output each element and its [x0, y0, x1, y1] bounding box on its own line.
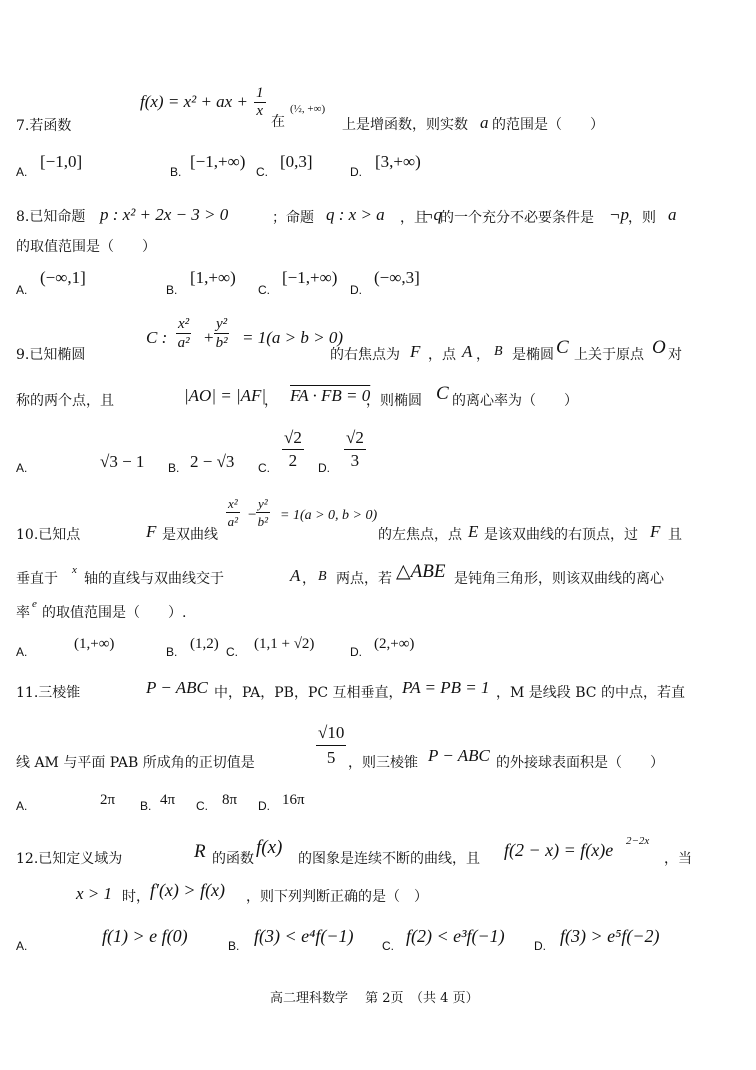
q8-line2: 的取值范围是（ ）	[16, 239, 156, 255]
q8-prop-p: p : x² + 2x − 3 > 0	[100, 205, 229, 224]
q9-option-b-label: B.	[168, 461, 180, 475]
q8-prefix: 8.已知命题	[16, 209, 86, 225]
q8-option-c: [−1,+∞)	[282, 268, 338, 287]
q10-mid2: 的左焦点，点	[378, 527, 462, 543]
q7-option-c: [0,3]	[280, 152, 313, 171]
q7-option-c-label: C.	[256, 165, 268, 179]
q7-prefix: 7.若函数	[16, 118, 72, 134]
q10-prefix: 10.已知点	[16, 527, 81, 543]
q11-line2a: 线 AM 与平面 PAB 所成角的正切值是	[16, 755, 255, 771]
q9-option-c: $\frac{√2}{2}$	[284, 428, 302, 470]
q9-cond1: |AO| = |AF|	[184, 386, 267, 405]
q12-option-d: f(3) > e⁵f(−2)	[560, 926, 660, 946]
q9-C: C	[556, 337, 569, 358]
q11-fraction: $\frac{√10}{5}$	[318, 723, 345, 767]
q12-option-d-label: D.	[534, 939, 546, 953]
q10-option-d-label: D.	[350, 645, 362, 659]
q11-pabc: P − ABC	[146, 678, 208, 697]
q11-option-a: 2π	[100, 792, 116, 808]
q7-option-b: [−1,+∞)	[190, 152, 246, 171]
q7-suffix-a: 上是增函数，则实数	[342, 117, 468, 133]
q8-mid1: ；命题	[272, 210, 314, 226]
q12-mid1: 的函数	[212, 851, 254, 867]
q12-line2a: 时，	[122, 889, 150, 905]
q11-option-c-label: C.	[196, 799, 208, 813]
q11-option-d-label: D.	[258, 799, 270, 813]
q8-mid3: 的一个充分不必要条件是	[440, 210, 594, 226]
q7-at: 在	[271, 114, 285, 130]
q9-C2: C	[436, 383, 449, 404]
q11-prefix: 11.三棱锥	[16, 685, 81, 701]
q10-line3a: 率	[16, 605, 30, 621]
q11-mid2: ，M 是线段 BC 的中点，若直	[496, 685, 685, 701]
q9-option-c-label: C.	[258, 461, 270, 475]
q8-option-b-label: B.	[166, 283, 178, 297]
q8-option-d: (−∞,3]	[374, 268, 420, 287]
q12-option-c: f(2) < e³f(−1)	[406, 926, 505, 946]
q10-mid1: 是双曲线	[162, 527, 218, 543]
page-footer: 高二理科数学 第 2页 （共 4 页）	[270, 991, 479, 1006]
q10-rhs: = 1(a > 0, b > 0)	[280, 508, 378, 523]
q9-rhs: = 1(a > b > 0)	[242, 328, 343, 347]
q9-line2d: 的离心率为（ ）	[452, 393, 578, 409]
q11-option-b: 4π	[160, 792, 176, 808]
q8-mid2: ，且	[400, 210, 428, 226]
q10-line2c: 两点，若	[336, 571, 392, 587]
q8-option-a-label: A.	[16, 283, 28, 297]
q8-option-d-label: D.	[350, 283, 362, 297]
q12-option-b: f(3) < e⁴f(−1)	[254, 926, 354, 946]
q9-comma: ，	[476, 347, 490, 363]
q9-cond2: FA · FB = 0	[290, 386, 371, 405]
q10-option-b: (1,2)	[190, 636, 219, 652]
q10-F2: F	[650, 522, 661, 541]
q10-minus: −	[248, 507, 257, 523]
q12-option-b-label: B.	[228, 939, 240, 953]
q11-line2b: ，则三棱锥	[348, 755, 418, 771]
q10-frac-y: $\frac{\text{y²}}{\text{b²}}$	[257, 496, 269, 529]
q9-frac-y: $\frac{\text{y²}}{\text{b²}}$	[215, 316, 228, 351]
q10-option-c-label: C.	[226, 645, 238, 659]
q10-triangle: △ABE	[396, 561, 446, 582]
q10-e: e	[32, 598, 37, 610]
q9-mid1: 的右焦点为	[330, 347, 400, 363]
q9-ellipse-c: C :	[146, 328, 168, 347]
q12-exp: 2−2x	[626, 835, 650, 847]
q10-line2d: 是钝角三角形，则该双曲线的离心	[454, 571, 664, 587]
q8-not-p: ¬p	[609, 205, 629, 224]
q8-not-q: ¬q	[422, 205, 442, 224]
q10-B: B	[318, 569, 327, 584]
q7-fraction: $\frac{1}{x}$	[256, 85, 264, 119]
q9-option-a: √3 − 1	[100, 452, 145, 471]
q7-function: f(x) = x² + ax +	[140, 92, 248, 111]
q9-A: A	[462, 342, 473, 361]
q10-x: x	[72, 564, 77, 576]
q12-ineq: f′(x) > f(x)	[150, 880, 226, 900]
q10-option-a: (1,+∞)	[74, 636, 115, 652]
q9-option-d: $\frac{√2}{3}$	[346, 428, 364, 470]
q8-option-c-label: C.	[258, 283, 270, 297]
q10-E: E	[468, 522, 479, 541]
q12-eq: f(2 − x) = f(x)e	[504, 840, 614, 860]
q8-var-a: a	[668, 205, 677, 224]
q9-F: F	[410, 342, 421, 361]
q12-mid3: ，当	[664, 851, 692, 867]
q10-comma: ，	[302, 571, 316, 587]
q9-O: O	[652, 337, 666, 358]
q7-suffix-b: 的范围是（ ）	[492, 117, 604, 133]
q10-line3b: 的取值范围是（ ）.	[42, 605, 187, 621]
q10-mid3: 是该双曲线的右顶点，过	[484, 527, 638, 543]
q12-R: R	[194, 841, 206, 862]
q10-mid4: 且	[668, 527, 682, 543]
q12-option-c-label: C.	[382, 939, 394, 953]
q7-option-a-label: A.	[16, 165, 28, 179]
q11-option-c: 8π	[222, 792, 238, 808]
q7-option-b-label: B.	[170, 165, 182, 179]
q7-interval: (½, +∞)	[290, 103, 326, 115]
q9-mid3: 是椭圆	[512, 347, 554, 363]
q7-var-a: a	[480, 113, 489, 132]
q11-option-d: 16π	[282, 792, 305, 808]
q12-prefix: 12.已知定义域为	[16, 851, 123, 867]
q11-pabc2: P − ABC	[428, 746, 490, 765]
q9-line2b: ，	[264, 393, 278, 409]
q9-plus: +	[204, 328, 214, 347]
q9-mid4: 上关于原点	[574, 347, 644, 363]
q10-option-a-label: A.	[16, 645, 28, 659]
q9-frac-x: $\frac{\text{x²}}{\text{a²}}$	[177, 316, 190, 351]
q7-option-a: [−1,0]	[40, 152, 83, 171]
q11-option-b-label: B.	[140, 799, 152, 813]
q12-fx: f(x)	[256, 837, 283, 858]
q7-option-d-label: D.	[350, 165, 362, 179]
q9-option-b: 2 − √3	[190, 452, 235, 471]
q9-prefix: 9.已知椭圆	[16, 347, 86, 363]
q10-line2a: 垂直于	[16, 571, 58, 587]
q10-option-d: (2,+∞)	[374, 636, 415, 652]
q8-mid4: ，则	[628, 210, 656, 226]
q7-option-d: [3,+∞)	[375, 152, 421, 171]
q9-mid5: 对	[668, 347, 682, 363]
q8-option-b: [1,+∞)	[190, 268, 236, 287]
q9-line2c: ，则椭圆	[366, 393, 422, 409]
q11-mid1: 中，PA，PB，PC 互相垂直，	[214, 685, 403, 701]
q12-option-a-label: A.	[16, 939, 28, 953]
q10-line2b: 轴的直线与双曲线交于	[84, 571, 224, 587]
q9-mid2: ，点	[428, 347, 456, 363]
q10-frac-x: $\frac{\text{x²}}{\text{a²}}$	[227, 496, 239, 529]
q12-line2b: ，则下列判断正确的是（ ）	[246, 889, 428, 905]
q8-prop-q: q : x > a	[326, 205, 385, 224]
q12-cond: x > 1	[76, 884, 113, 903]
q9-B: B	[494, 344, 503, 359]
q10-F: F	[146, 522, 157, 541]
q10-option-c: (1,1 + √2)	[254, 636, 315, 652]
q11-option-a-label: A.	[16, 799, 28, 813]
q9-line2a: 称的两个点，且	[16, 393, 114, 409]
q11-cond: PA = PB = 1	[402, 678, 490, 697]
q9-option-a-label: A.	[16, 461, 28, 475]
q11-line2c: 的外接球表面积是（ ）	[496, 755, 664, 771]
q10-option-b-label: B.	[166, 645, 178, 659]
q12-mid2: 的图象是连续不断的曲线，且	[298, 851, 480, 867]
q8-option-a: (−∞,1]	[40, 268, 86, 287]
q12-option-a: f(1) > e f(0)	[102, 926, 188, 946]
q10-A: A	[290, 566, 301, 585]
q9-option-d-label: D.	[318, 461, 330, 475]
